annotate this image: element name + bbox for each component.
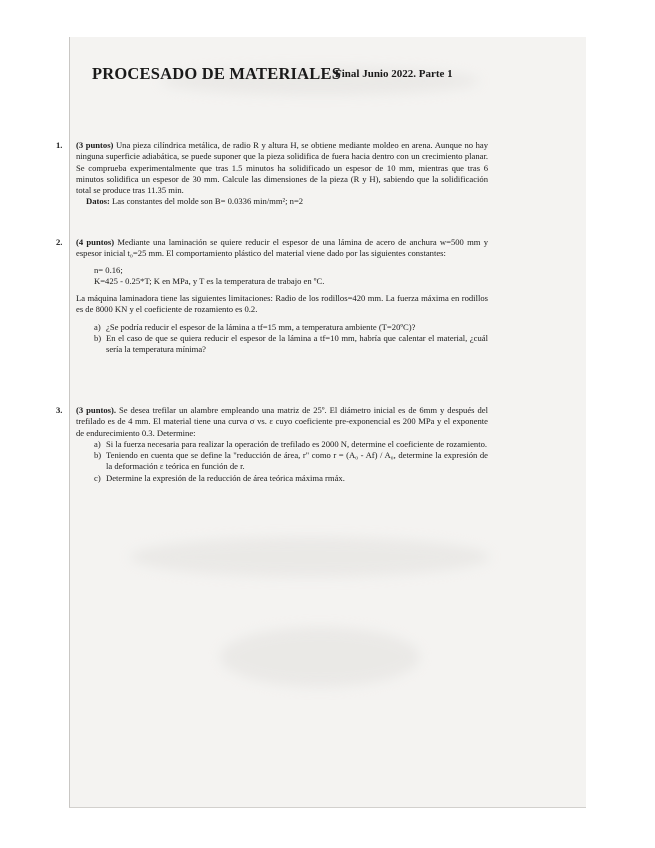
datos-label: Datos:: [86, 196, 110, 207]
subquestion-c: [94, 473, 488, 484]
subquestion-text: Teniendo en cuenta que se define la "reducción de área, r" como r = (A₀ - Af) / A₀, determine la expresión de la deformación ε teórica en función de r.: [106, 450, 488, 472]
question-number: 2.: [56, 237, 63, 247]
subquestion-label: a): [94, 321, 101, 332]
question-points: (3 puntos).: [76, 405, 116, 415]
subquestion-text: Determine la expresión de la reducción de área teórica máxima rmáx.: [106, 472, 345, 483]
subquestion-label: b): [94, 333, 102, 344]
machine-limits: La máquina laminadora tiene las siguientes limitaciones: Radio de los rodillos=420 mm. La fuerza máxima en rodillos es de 8000 KN y el coeficiente de rozamiento es 0.2.: [76, 293, 488, 315]
subquestion-label: c): [94, 472, 101, 483]
question-number: 3.: [56, 405, 63, 415]
question-1: [56, 140, 488, 208]
question-text: Mediante una laminación se quiere reducir el espesor de una lámina de acero de anchura w=500 mm y espesor inicial t₀=25 mm. El comportamiento plástico del material viene dado por las siguientes constantes:: [76, 237, 488, 259]
question-points: (4 puntos): [76, 237, 115, 247]
subquestion-b: [94, 333, 488, 356]
exam-title: PROCESADO DE MATERIALES: [92, 64, 342, 83]
subquestion-a: [94, 322, 488, 333]
subquestion-a: [94, 439, 488, 450]
subquestion-text: Si la fuerza necesaria para realizar la operación de trefilado es 2000 N, determine el coeficiente de rozamiento.: [106, 438, 488, 449]
exam-subtitle: Final Junio 2022. Parte 1: [335, 68, 453, 80]
subquestion-b: [94, 450, 488, 473]
constant-n: n= 0.16;: [94, 264, 123, 275]
subquestion-text: ¿Se podría reducir el espesor de la lámina a tf=15 mm, a temperatura ambiente (T=20ºC)?: [106, 321, 416, 332]
subquestion-label: b): [94, 450, 102, 461]
question-text: Una pieza cilíndrica metálica, de radio R y altura H, se obtiene mediante moldeo en arena. Aunque no hay ninguna superficie adiabática, se puede suponer que la pieza solidifica de fuera hacia dentro con un crecimiento planar. Se comprueba experimentalmente que tras 1.5 minutos ha solidificado un espesor de 10 mm, mientras que tras 6 minutos solidifica un espesor de 30 mm. Calcule las dimensiones de la pieza (R y H), sabiendo que la solidificación total se produce tras 11.35 min.: [76, 140, 488, 196]
subquestion-text: En el caso de que se quiera reducir el espesor de la lámina a tf=10 mm, habría que calentar el material, ¿cuál sería la temperatura mínima?: [106, 333, 488, 355]
question-points: (3 puntos): [76, 140, 114, 150]
subquestion-label: a): [94, 438, 101, 449]
question-3: [56, 405, 488, 484]
constant-k: K=425 - 0.25*T; K en MPa, y T es la temperatura de trabajo en ºC.: [94, 275, 325, 286]
datos-text: Las constantes del molde son B= 0.0336 min/mm²; n=2: [112, 196, 304, 207]
question-2: [56, 237, 488, 356]
question-text: Se desea trefilar un alambre empleando una matriz de 25º. El diámetro inicial es de 6mm y después del trefilado es de 4 mm. El material tiene una curva σ vs. ε cuyo coeficiente pre-exponencial es 200 MPa y el exponente de endurecimiento 0.3. Determine:: [76, 405, 488, 438]
question-number: 1.: [56, 140, 63, 150]
